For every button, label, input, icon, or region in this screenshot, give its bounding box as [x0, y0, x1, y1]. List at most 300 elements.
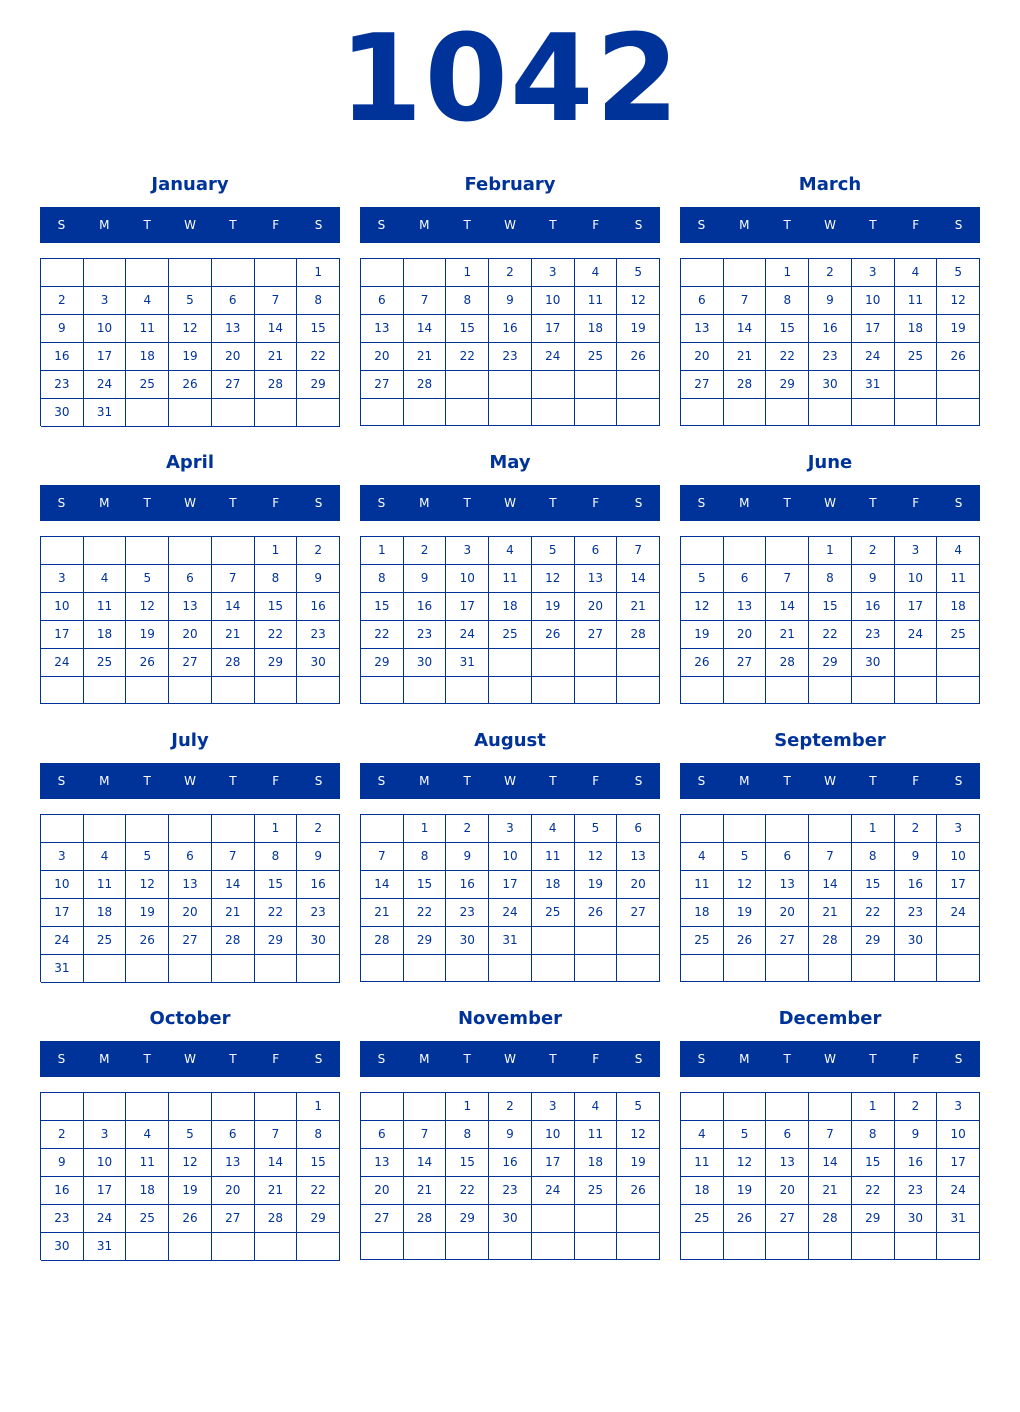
day-cell: 5	[724, 1121, 767, 1149]
empty-cell	[169, 259, 212, 287]
weekday-label: W	[504, 774, 516, 788]
day-cell: 31	[446, 649, 489, 677]
empty-cell	[766, 1093, 809, 1121]
weekday-label: F	[592, 496, 600, 510]
day-cell: 24	[532, 1177, 575, 1205]
day-cell: 2	[404, 537, 447, 565]
day-cell: 17	[84, 1177, 127, 1205]
day-cell: 26	[169, 1205, 212, 1233]
day-cell: 5	[126, 843, 169, 871]
day-cell: 1	[297, 259, 340, 287]
day-cell: 13	[361, 315, 404, 343]
empty-cell	[212, 259, 255, 287]
day-cell: 21	[809, 1177, 852, 1205]
day-cell: 13	[212, 315, 255, 343]
empty-cell	[532, 677, 575, 704]
empty-cell	[575, 399, 618, 426]
day-cell: 24	[84, 1205, 127, 1233]
empty-cell	[575, 1205, 618, 1233]
weekday-label: M	[99, 218, 110, 232]
month-name: February	[464, 174, 556, 195]
day-cell: 8	[297, 287, 340, 315]
day-cell: 18	[84, 621, 127, 649]
day-cell: 27	[361, 1205, 404, 1233]
weekday-label: W	[504, 496, 516, 510]
day-cell: 10	[532, 287, 575, 315]
day-cell: 25	[937, 621, 980, 649]
empty-cell	[361, 1093, 404, 1121]
day-cell: 1	[809, 537, 852, 565]
weekday-label: M	[99, 774, 110, 788]
weekday-label: S	[634, 774, 643, 788]
day-cell: 7	[809, 1121, 852, 1149]
empty-cell	[532, 649, 575, 677]
day-cell: 19	[681, 621, 724, 649]
day-cell: 23	[297, 899, 340, 927]
empty-cell	[532, 371, 575, 399]
empty-cell	[766, 955, 809, 982]
day-cell: 7	[212, 565, 255, 593]
day-cell: 19	[169, 343, 212, 371]
day-cell: 19	[169, 1177, 212, 1205]
day-cell: 28	[404, 371, 447, 399]
empty-cell	[489, 649, 532, 677]
empty-cell	[446, 955, 489, 982]
day-cell: 3	[84, 1121, 127, 1149]
weekday-label: W	[184, 1052, 196, 1066]
day-cell: 25	[126, 1205, 169, 1233]
day-cell: 3	[41, 843, 84, 871]
empty-cell	[41, 1093, 84, 1121]
empty-cell	[255, 1093, 298, 1121]
day-cell: 17	[446, 593, 489, 621]
weekday-label: S	[377, 1052, 386, 1066]
day-cell: 24	[532, 343, 575, 371]
day-cell: 12	[937, 287, 980, 315]
day-cell: 4	[84, 565, 127, 593]
day-grid	[360, 536, 660, 704]
day-cell: 4	[681, 843, 724, 871]
day-cell: 23	[852, 621, 895, 649]
day-cell: 1	[446, 1093, 489, 1121]
day-cell: 15	[809, 593, 852, 621]
day-cell: 23	[446, 899, 489, 927]
day-grid	[680, 814, 980, 982]
day-cell: 9	[41, 1149, 84, 1177]
day-cell: 16	[895, 1149, 938, 1177]
day-cell: 9	[41, 315, 84, 343]
day-cell: 7	[404, 1121, 447, 1149]
weekday-label: M	[739, 774, 750, 788]
day-cell: 20	[724, 621, 767, 649]
empty-cell	[852, 399, 895, 426]
weekday-label: S	[697, 774, 706, 788]
weekday-header	[40, 207, 340, 243]
month-name: September	[774, 730, 886, 751]
day-cell: 8	[255, 843, 298, 871]
day-cell: 28	[212, 649, 255, 677]
weekday-label: T	[463, 496, 471, 510]
day-cell: 24	[937, 899, 980, 927]
weekday-header	[40, 763, 340, 799]
day-grid	[680, 536, 980, 704]
weekday-label: F	[592, 774, 600, 788]
month-name: April	[165, 452, 215, 473]
day-cell: 20	[169, 621, 212, 649]
empty-cell	[895, 371, 938, 399]
day-cell: 13	[361, 1149, 404, 1177]
day-cell: 20	[212, 1177, 255, 1205]
day-cell: 2	[41, 287, 84, 315]
day-cell: 30	[895, 1205, 938, 1233]
day-cell: 15	[446, 315, 489, 343]
day-cell: 11	[532, 843, 575, 871]
day-cell: 22	[255, 621, 298, 649]
empty-cell	[724, 1233, 767, 1260]
day-cell: 3	[532, 1093, 575, 1121]
day-cell: 6	[681, 287, 724, 315]
empty-cell	[532, 955, 575, 982]
day-cell: 13	[169, 871, 212, 899]
empty-cell	[84, 537, 127, 565]
weekday-label: S	[377, 496, 386, 510]
day-cell: 17	[41, 621, 84, 649]
day-cell: 23	[41, 1205, 84, 1233]
day-cell: 4	[895, 259, 938, 287]
day-cell: 14	[617, 565, 660, 593]
day-cell: 3	[937, 815, 980, 843]
weekday-header	[360, 207, 660, 243]
day-cell: 7	[212, 843, 255, 871]
day-cell: 9	[297, 843, 340, 871]
empty-cell	[489, 1233, 532, 1260]
day-cell: 28	[255, 1205, 298, 1233]
day-cell: 4	[126, 287, 169, 315]
day-cell: 21	[809, 899, 852, 927]
empty-cell	[724, 537, 767, 565]
weekday-header	[40, 485, 340, 521]
day-cell: 21	[404, 343, 447, 371]
day-grid	[360, 1092, 660, 1260]
day-cell: 4	[126, 1121, 169, 1149]
empty-cell	[212, 399, 255, 427]
day-cell: 20	[361, 1177, 404, 1205]
empty-cell	[617, 677, 660, 704]
day-cell: 20	[681, 343, 724, 371]
day-cell: 1	[852, 815, 895, 843]
day-cell: 16	[489, 315, 532, 343]
day-cell: 28	[404, 1205, 447, 1233]
day-cell: 5	[169, 287, 212, 315]
month-name: July	[171, 730, 209, 751]
empty-cell	[724, 677, 767, 704]
empty-cell	[169, 677, 212, 704]
weekday-label: T	[549, 496, 557, 510]
day-cell: 30	[41, 1233, 84, 1261]
day-cell: 3	[532, 259, 575, 287]
empty-cell	[895, 1233, 938, 1260]
empty-cell	[404, 399, 447, 426]
empty-cell	[169, 955, 212, 983]
empty-cell	[617, 955, 660, 982]
empty-cell	[255, 399, 298, 427]
empty-cell	[852, 677, 895, 704]
day-cell: 13	[617, 843, 660, 871]
month-name: October	[149, 1008, 231, 1029]
weekday-label: S	[57, 774, 66, 788]
weekday-label: M	[419, 1052, 430, 1066]
day-cell: 6	[724, 565, 767, 593]
empty-cell	[575, 955, 618, 982]
weekday-label: T	[229, 774, 237, 788]
empty-cell	[446, 371, 489, 399]
day-cell: 5	[937, 259, 980, 287]
empty-cell	[255, 677, 298, 704]
day-cell: 31	[852, 371, 895, 399]
weekday-label: S	[954, 218, 963, 232]
weekday-label: T	[869, 496, 877, 510]
day-cell: 24	[852, 343, 895, 371]
empty-cell	[937, 927, 980, 955]
day-cell: 25	[575, 1177, 618, 1205]
day-cell: 3	[937, 1093, 980, 1121]
day-cell: 19	[937, 315, 980, 343]
weekday-label: S	[377, 218, 386, 232]
empty-cell	[617, 649, 660, 677]
day-cell: 15	[255, 871, 298, 899]
day-cell: 30	[297, 927, 340, 955]
day-cell: 14	[766, 593, 809, 621]
weekday-label: T	[869, 1052, 877, 1066]
day-cell: 26	[617, 343, 660, 371]
day-cell: 2	[852, 537, 895, 565]
weekday-label: S	[57, 1052, 66, 1066]
day-cell: 19	[617, 1149, 660, 1177]
weekday-label: T	[143, 218, 151, 232]
day-cell: 3	[446, 537, 489, 565]
day-cell: 14	[212, 593, 255, 621]
day-cell: 28	[809, 1205, 852, 1233]
day-cell: 10	[41, 871, 84, 899]
day-cell: 28	[617, 621, 660, 649]
day-cell: 10	[446, 565, 489, 593]
day-cell: 26	[532, 621, 575, 649]
day-cell: 1	[255, 537, 298, 565]
empty-cell	[404, 1233, 447, 1260]
empty-cell	[84, 677, 127, 704]
empty-cell	[809, 1093, 852, 1121]
empty-cell	[766, 1233, 809, 1260]
day-cell: 24	[895, 621, 938, 649]
day-cell: 19	[724, 899, 767, 927]
empty-cell	[489, 399, 532, 426]
day-cell: 9	[489, 287, 532, 315]
day-cell: 25	[681, 1205, 724, 1233]
day-cell: 26	[681, 649, 724, 677]
empty-cell	[361, 677, 404, 704]
day-cell: 15	[361, 593, 404, 621]
day-cell: 4	[575, 259, 618, 287]
day-cell: 12	[169, 315, 212, 343]
day-cell: 30	[489, 1205, 532, 1233]
weekday-label: M	[739, 218, 750, 232]
empty-cell	[809, 677, 852, 704]
day-cell: 10	[532, 1121, 575, 1149]
day-cell: 9	[297, 565, 340, 593]
day-cell: 19	[575, 871, 618, 899]
weekday-label: T	[869, 218, 877, 232]
empty-cell	[126, 815, 169, 843]
day-cell: 9	[895, 843, 938, 871]
day-cell: 8	[255, 565, 298, 593]
empty-cell	[724, 955, 767, 982]
day-cell: 6	[212, 1121, 255, 1149]
empty-cell	[126, 955, 169, 983]
empty-cell	[297, 399, 340, 427]
day-cell: 19	[617, 315, 660, 343]
day-cell: 29	[404, 927, 447, 955]
weekday-label: S	[634, 218, 643, 232]
day-cell: 6	[575, 537, 618, 565]
day-cell: 2	[297, 537, 340, 565]
day-cell: 11	[681, 1149, 724, 1177]
day-cell: 29	[766, 371, 809, 399]
day-cell: 6	[212, 287, 255, 315]
day-cell: 22	[361, 621, 404, 649]
day-cell: 8	[404, 843, 447, 871]
day-cell: 27	[212, 371, 255, 399]
month-name: May	[489, 452, 531, 473]
day-cell: 12	[724, 871, 767, 899]
day-cell: 22	[297, 343, 340, 371]
weekday-label: W	[824, 218, 836, 232]
day-cell: 7	[361, 843, 404, 871]
day-cell: 1	[852, 1093, 895, 1121]
day-cell: 10	[852, 287, 895, 315]
day-cell: 21	[404, 1177, 447, 1205]
day-cell: 29	[297, 371, 340, 399]
day-cell: 18	[575, 1149, 618, 1177]
empty-cell	[126, 1093, 169, 1121]
empty-cell	[84, 815, 127, 843]
empty-cell	[575, 1233, 618, 1260]
day-cell: 25	[895, 343, 938, 371]
day-cell: 20	[617, 871, 660, 899]
day-cell: 4	[489, 537, 532, 565]
empty-cell	[297, 955, 340, 983]
weekday-label: M	[419, 774, 430, 788]
day-cell: 26	[617, 1177, 660, 1205]
empty-cell	[404, 1093, 447, 1121]
day-cell: 23	[809, 343, 852, 371]
weekday-label: S	[57, 496, 66, 510]
empty-cell	[575, 927, 618, 955]
day-cell: 9	[404, 565, 447, 593]
weekday-label: M	[419, 496, 430, 510]
day-cell: 26	[724, 1205, 767, 1233]
weekday-label: T	[229, 496, 237, 510]
day-cell: 20	[575, 593, 618, 621]
weekday-label: T	[143, 1052, 151, 1066]
empty-cell	[169, 815, 212, 843]
day-cell: 6	[766, 843, 809, 871]
day-cell: 27	[724, 649, 767, 677]
day-cell: 19	[126, 621, 169, 649]
day-cell: 5	[575, 815, 618, 843]
day-cell: 23	[895, 1177, 938, 1205]
empty-cell	[126, 1233, 169, 1261]
day-cell: 30	[852, 649, 895, 677]
empty-cell	[297, 1233, 340, 1261]
weekday-label: T	[549, 1052, 557, 1066]
empty-cell	[446, 399, 489, 426]
weekday-label: W	[504, 1052, 516, 1066]
day-cell: 7	[255, 287, 298, 315]
empty-cell	[681, 1093, 724, 1121]
day-cell: 30	[446, 927, 489, 955]
empty-cell	[126, 537, 169, 565]
day-cell: 25	[681, 927, 724, 955]
day-cell: 22	[852, 899, 895, 927]
day-cell: 6	[766, 1121, 809, 1149]
day-cell: 17	[937, 1149, 980, 1177]
empty-cell	[724, 1093, 767, 1121]
day-cell: 24	[41, 649, 84, 677]
empty-cell	[937, 371, 980, 399]
day-cell: 25	[84, 927, 127, 955]
empty-cell	[84, 955, 127, 983]
empty-cell	[681, 259, 724, 287]
empty-cell	[852, 955, 895, 982]
empty-cell	[41, 259, 84, 287]
day-cell: 25	[532, 899, 575, 927]
day-cell: 31	[41, 955, 84, 983]
weekday-label: M	[739, 1052, 750, 1066]
empty-cell	[937, 399, 980, 426]
day-cell: 7	[809, 843, 852, 871]
day-cell: 26	[169, 371, 212, 399]
weekday-label: T	[463, 218, 471, 232]
weekday-label: F	[592, 218, 600, 232]
day-cell: 6	[361, 287, 404, 315]
weekday-label: T	[463, 1052, 471, 1066]
day-cell: 22	[446, 343, 489, 371]
day-cell: 17	[937, 871, 980, 899]
weekday-label: W	[184, 496, 196, 510]
weekday-label: M	[99, 1052, 110, 1066]
day-cell: 12	[617, 287, 660, 315]
day-cell: 17	[895, 593, 938, 621]
empty-cell	[404, 677, 447, 704]
weekday-label: W	[824, 496, 836, 510]
weekday-header	[360, 485, 660, 521]
day-cell: 5	[169, 1121, 212, 1149]
day-cell: 4	[937, 537, 980, 565]
day-cell: 29	[852, 1205, 895, 1233]
day-cell: 10	[895, 565, 938, 593]
day-cell: 14	[724, 315, 767, 343]
day-grid	[40, 814, 340, 982]
empty-cell	[361, 1233, 404, 1260]
day-cell: 17	[41, 899, 84, 927]
day-cell: 11	[126, 1149, 169, 1177]
empty-cell	[361, 815, 404, 843]
empty-cell	[575, 677, 618, 704]
weekday-label: F	[912, 1052, 920, 1066]
day-cell: 31	[489, 927, 532, 955]
day-cell: 8	[361, 565, 404, 593]
day-cell: 28	[809, 927, 852, 955]
